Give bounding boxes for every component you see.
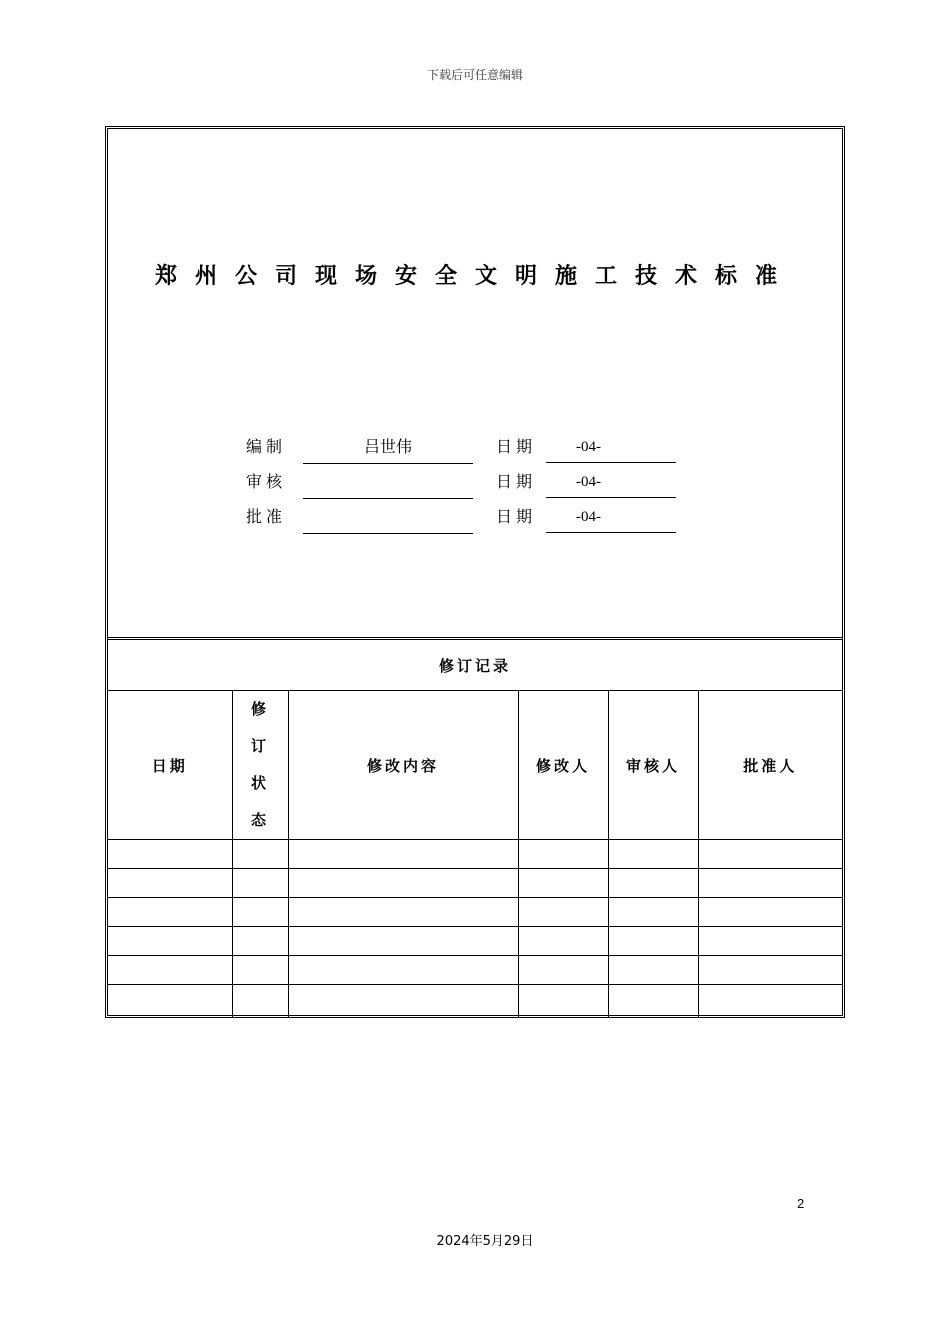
table-cell[interactable] xyxy=(288,898,518,927)
table-row xyxy=(108,956,842,985)
signature-label: 批准 xyxy=(246,507,287,526)
date-label: 日期 xyxy=(496,507,537,526)
table-cell[interactable] xyxy=(518,898,608,927)
table-row xyxy=(108,898,842,927)
table-cell[interactable] xyxy=(288,840,518,869)
date-value: -04- xyxy=(546,500,676,533)
signature-row-reviewer xyxy=(108,465,842,499)
table-cell[interactable] xyxy=(108,956,232,985)
signature-value: 吕世伟 xyxy=(303,430,473,464)
table-cell[interactable] xyxy=(108,869,232,898)
header-status-char: 订 xyxy=(250,737,269,755)
signature-row-approver xyxy=(108,500,842,534)
table-row xyxy=(108,869,842,898)
table-cell[interactable] xyxy=(608,985,698,1018)
table-cell[interactable] xyxy=(518,869,608,898)
table-row xyxy=(108,840,842,869)
table-cell[interactable] xyxy=(232,956,288,985)
footer-date: 2024年5月29日 xyxy=(436,1234,534,1249)
header-status-char: 修 xyxy=(250,700,269,718)
date-value: -04- xyxy=(546,430,676,463)
header-status-char: 态 xyxy=(250,811,269,829)
table-cell[interactable] xyxy=(518,985,608,1018)
table-row xyxy=(108,927,842,956)
header-status xyxy=(232,691,288,840)
revision-table-title: 修订记录 xyxy=(108,640,842,691)
table-cell[interactable] xyxy=(698,898,842,927)
table-cell[interactable] xyxy=(232,840,288,869)
date-label: 日期 xyxy=(496,437,537,456)
header-modifier: 修改人 xyxy=(518,691,608,840)
document-title: 郑州公司现场安全文明施工技术标准 xyxy=(154,264,795,289)
page-number: 2 xyxy=(797,1196,805,1211)
table-cell[interactable] xyxy=(108,985,232,1018)
table-cell[interactable] xyxy=(518,840,608,869)
header-status-char: 状 xyxy=(250,774,269,792)
table-cell[interactable] xyxy=(608,956,698,985)
signature-value xyxy=(303,500,473,534)
signature-value xyxy=(303,465,473,499)
header-note: 下载后可任意编辑 xyxy=(426,68,523,82)
table-cell[interactable] xyxy=(698,869,842,898)
table-cell[interactable] xyxy=(232,898,288,927)
header-date: 日期 xyxy=(108,691,232,840)
table-cell[interactable] xyxy=(608,869,698,898)
table-cell[interactable] xyxy=(698,840,842,869)
date-label: 日期 xyxy=(496,472,537,491)
table-cell[interactable] xyxy=(232,985,288,1018)
header-approver: 批准人 xyxy=(698,691,842,840)
table-cell[interactable] xyxy=(518,927,608,956)
table-cell[interactable] xyxy=(288,869,518,898)
table-cell[interactable] xyxy=(108,927,232,956)
revision-header-row xyxy=(108,691,842,840)
table-cell[interactable] xyxy=(608,898,698,927)
table-cell[interactable] xyxy=(608,840,698,869)
table-cell[interactable] xyxy=(108,898,232,927)
header-content: 修改内容 xyxy=(288,691,518,840)
signature-label: 编制 xyxy=(246,437,287,456)
document-frame xyxy=(105,126,845,1018)
table-cell[interactable] xyxy=(288,985,518,1018)
table-cell[interactable] xyxy=(698,985,842,1018)
cover-section xyxy=(108,129,842,637)
signature-row-compiler xyxy=(108,430,842,464)
table-cell[interactable] xyxy=(108,840,232,869)
table-cell[interactable] xyxy=(698,927,842,956)
signature-label: 审核 xyxy=(246,472,287,491)
table-row xyxy=(108,985,842,1018)
table-cell[interactable] xyxy=(232,927,288,956)
header-reviewer: 审核人 xyxy=(608,691,698,840)
table-cell[interactable] xyxy=(698,956,842,985)
revision-table xyxy=(108,640,842,1017)
table-cell[interactable] xyxy=(608,927,698,956)
table-cell[interactable] xyxy=(518,956,608,985)
table-cell[interactable] xyxy=(288,927,518,956)
table-cell[interactable] xyxy=(232,869,288,898)
table-cell[interactable] xyxy=(288,956,518,985)
date-value: -04- xyxy=(546,465,676,498)
